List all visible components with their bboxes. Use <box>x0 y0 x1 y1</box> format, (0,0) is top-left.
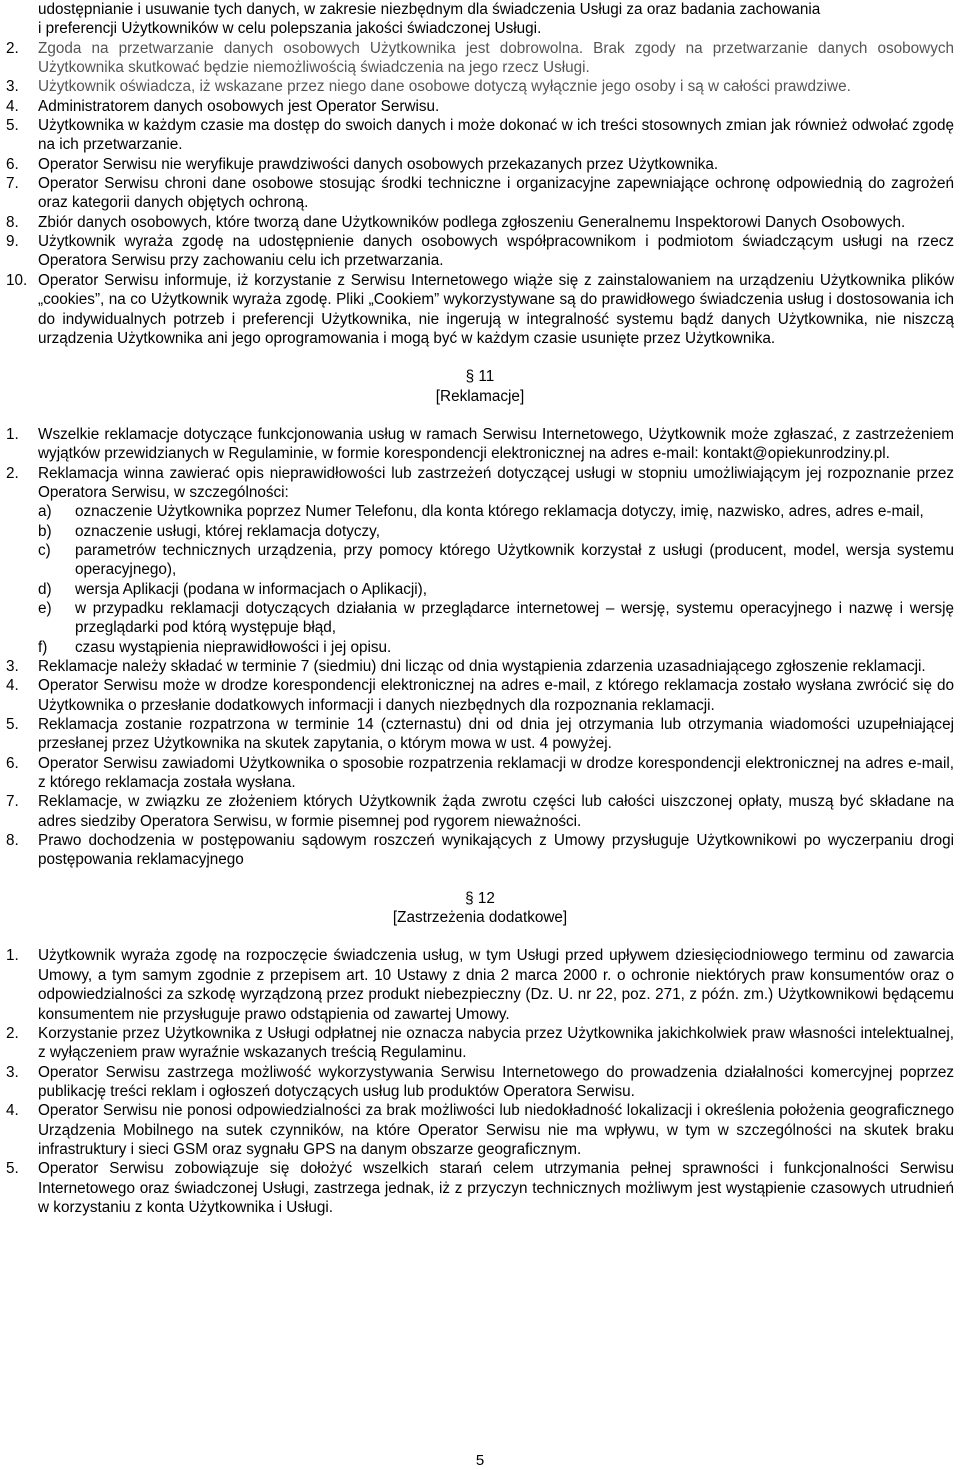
sub-list-item <box>38 502 954 521</box>
list-item <box>6 792 954 831</box>
section-12-heading <box>6 889 954 928</box>
sub-item-letter: c) <box>38 541 51 559</box>
list-item <box>6 271 954 348</box>
section-number: § 11 <box>465 368 495 386</box>
item-number: 3. <box>6 78 19 96</box>
item-number: 6. <box>6 155 19 173</box>
complaints-list <box>6 425 954 870</box>
item-text: Zbiór danych osobowych, które tworzą dane Użytkowników podlega zgłoszeniu Generalnemu Inspektorowi Danych Osobowych. <box>38 213 906 231</box>
list-item <box>6 174 954 213</box>
item-text: Korzystanie przez Użytkownika z Usługi odpłatnej nie oznacza nabycia przez Użytkownika jakichkolwiek praw własności intelektualnej, z wyłączeniem praw wyraźnie wskazanych treścią Regulaminu. <box>38 1024 954 1062</box>
list-item <box>6 232 954 271</box>
item-text: Operator Serwisu informuje, iż korzystanie z Serwisu Internetowego wiąże się z zainstalowaniem na urządzeniu Użytkownika plików „cookies”, na co Użytkownik wyraża zgodę. Pliki „Cookiem” wykorzystywane są do prawidłowego świadczenia usług i dostosowania ich do indywidualnych potrzeb i preferencji Użytkownika, nie ingerują w integralność systemu bądź danych Użytkownika, nie niszczą urządzenia Użytkownika ani jego oprogramowania i mogą być w każdym czasie usunięte przez Użytkownika. <box>38 271 954 347</box>
item-text: Operator Serwisu nie weryfikuje prawdziwości danych osobowych przekazanych przez Użytkownika. <box>38 155 719 173</box>
sub-item-text: wersja Aplikacji (podana w informacjach o Aplikacji), <box>75 580 427 598</box>
item-text: Reklamacja zostanie rozpatrzona w terminie 14 (czternastu) dni od dnia jej otrzymania lub otrzymania wiadomości uzupełniającej przesłanej przez Użytkownika na skutek zapytania, o którym mowa w ust. 4 powyżej. <box>38 716 954 753</box>
item-number: 8. <box>6 213 19 231</box>
item-number: 1. <box>6 947 19 965</box>
item-text: Reklamacje, w związku ze złożeniem których Użytkownik żąda zwrotu części lub całości uiszczonej opłaty, muszą być składane na adres siedziby Operatora Serwisu, w formie pisemnej pod rygorem nieważności. <box>38 793 954 830</box>
item-text: Operator Serwisu zawiadomi Użytkownika o sposobie rozpatrzenia reklamacji w drodze korespondencji elektronicznej na adres e-mail, z którego reklamacja została wysłana. <box>38 754 954 792</box>
item-text: Użytkownik oświadcza, iż wskazane przez niego dane osobowe dotyczą wyłącznie jego osoby i są w całości prawdziwe. <box>38 78 851 96</box>
sub-item-text: parametrów technicznych urządzenia, przy pomocy którego Użytkownik korzystał z usługi (producent, model, wersja systemu operacyjnego), <box>75 541 954 579</box>
item-content <box>38 464 954 657</box>
sub-list-item <box>38 599 954 638</box>
list-item <box>6 1159 954 1217</box>
list-item <box>6 97 954 116</box>
item-text: Operator Serwisu zobowiązuje się dołożyć wszelkich starań celem utrzymania pełnej sprawności i funkcjonalności Serwisu Internetowego oraz świadczonej Usługi, zastrzega jednak, iż z przyczyn technicznych możliwym jest wystąpienie czasowych utrudnień w korzystaniu z konta Użytkownika i Usługi. <box>38 1160 954 1216</box>
continuation-line: i preferencji Użytkowników w celu polepszania jakości świadczonej Usługi. <box>38 20 542 38</box>
item-number: 3. <box>6 658 19 675</box>
item-number: 3. <box>6 1063 19 1081</box>
item-number: 5. <box>6 1160 19 1178</box>
item-number: 5. <box>6 716 19 734</box>
list-item <box>6 715 954 754</box>
sub-item-text: w przypadku reklamacji dotyczących działania w przeglądarce internetowej – wersję, systemu operacyjnego i nazwę i wersję przeglądarki pod którą występuje błąd, <box>75 599 954 637</box>
page-number: 5 <box>475 1452 485 1469</box>
item-text: Operator Serwisu chroni dane osobowe stosując środki techniczne i organizacyjne zapewniające ochronę odpowiednią do zagrożeń oraz kategorii danych objętych ochroną. <box>38 175 954 212</box>
list-item <box>6 425 954 464</box>
continuation-line: udostępnianie i usuwanie tych danych, w zakresie niezbędnym dla świadczenia Usługi za oraz badania zachowania <box>38 1 821 18</box>
item-number: 10. <box>6 271 28 289</box>
list-item <box>6 1024 954 1063</box>
item-number: 9. <box>6 233 19 251</box>
item-number: 7. <box>6 175 19 193</box>
item-text: Użytkownik wyraża zgodę na rozpoczęcie świadczenia usług, w tym Usługi przed upływem dziesięciodniowego terminu od zawarcia Umowy, a tym samym zgodnie z przepisem art. 10 Ustawy z dnia 2 marca 2000 r. o ochronie niektórych praw konsumentów oraz o odpowiedzialności za szkodę wyrządzoną przez produkt niebezpieczny (Dz. U. nr 22, poz. 271, z późn. zm.) Użytkownikowi będącemu konsumentem nie przysługuje prawo odstąpienia od zawartej Umowy. <box>38 947 954 1023</box>
item-text: Administratorem danych osobowych jest Operator Serwisu. <box>38 97 440 115</box>
list-item <box>6 213 954 232</box>
sub-item-letter: d) <box>38 580 52 598</box>
item-text: Reklamacje należy składać w terminie 7 (siedmiu) dni licząc od dnia wystąpienia zdarzenia uzasadniającego zgłoszenie reklamacji. <box>38 658 926 675</box>
item-number: 4. <box>6 677 19 695</box>
list-item <box>6 1101 954 1159</box>
sub-item-letter: f) <box>38 638 48 656</box>
sub-list-item <box>38 638 954 657</box>
section-title: [Zastrzeżenia dodatkowe] <box>392 909 568 927</box>
item-text: Prawo dochodzenia w postępowaniu sądowym roszczeń wynikających z Umowy przysługuje Użytkownikowi po wyczerpaniu drogi postępowania reklamacyjnego <box>38 832 954 869</box>
sub-item-letter: e) <box>38 599 52 617</box>
item-number: 6. <box>6 754 19 772</box>
item-number: 4. <box>6 97 19 115</box>
sub-item-text: oznaczenie Użytkownika poprzez Numer Telefonu, dla konta którego reklamacja dotyczy, imię, nazwisko, adres, adres e-mail, <box>75 503 924 521</box>
item-number: 4. <box>6 1102 19 1120</box>
section-title: [Reklamacje] <box>435 387 525 405</box>
sub-item-letter: a) <box>38 503 52 521</box>
sub-list-item <box>38 580 954 599</box>
list-item <box>6 77 954 96</box>
item-number: 5. <box>6 117 19 135</box>
list-item <box>6 464 954 657</box>
item-number: 2. <box>6 1024 19 1042</box>
item-text: Użytkownika w każdym czasie ma dostęp do swoich danych i może dokonać w ich treści stosownych zmian jak również odwołać zgodę na ich przetwarzanie. <box>38 117 954 154</box>
item-number: 8. <box>6 832 19 850</box>
sub-list-item <box>38 522 954 541</box>
item-text: Reklamacja winna zawierać opis nieprawidłowości lub zastrzeżeń dotyczącej usługi w stopniu umożliwiającym jej rozpoznanie przez Operatora Serwisu, w szczególności: <box>38 464 954 501</box>
sub-item-text: oznaczenie usługi, której reklamacja dotyczy, <box>75 522 380 540</box>
list-item <box>6 946 954 1023</box>
list-item <box>6 831 954 870</box>
list-item <box>6 39 954 78</box>
item-text: Wszelkie reklamacje dotyczące funkcjonowania usług w ramach Serwisu Internetowego, Użytkownik może zgłaszać, z zastrzeżeniem wyjątków przewidzianych w Regulaminie, w formie korespondencji elektronicznej na adres e-mail: kontakt@opiekunrodziny.pl. <box>38 425 954 463</box>
section-11-heading <box>6 367 954 406</box>
item-number: 7. <box>6 793 19 811</box>
list-item <box>6 116 954 155</box>
item-number: 1. <box>6 425 19 443</box>
section-number: § 12 <box>465 889 495 907</box>
privacy-list <box>6 39 954 349</box>
item-text: Operator Serwisu zastrzega możliwość wykorzystywania Serwisu Internetowego do prowadzenia działalności komercyjnej poprzez publikację treści reklam i ogłoszeń dotyczących usług lub produktów Operatora Serwisu. <box>38 1063 954 1100</box>
item-text: Użytkownik wyraża zgodę na udostępnienie danych osobowych współpracownikom i podmiotom świadczącym usługi na rzecz Operatora Serwisu przy zachowaniu celu ich przetwarzania. <box>38 233 954 270</box>
additional-provisions-list <box>6 946 954 1217</box>
list-item <box>6 754 954 793</box>
list-item <box>6 657 954 676</box>
sub-list-item <box>38 541 954 580</box>
continuation-paragraph <box>38 0 954 39</box>
item-number: 2. <box>6 39 19 57</box>
list-item <box>6 1063 954 1102</box>
list-item <box>6 676 954 715</box>
list-item <box>6 155 954 174</box>
sub-item-text: czasu wystąpienia nieprawidłowości i jej opisu. <box>75 638 392 656</box>
item-text: Operator Serwisu może w drodze korespondencji elektronicznej na adres e-mail, z którego reklamacja zostało wysłana zwrócić się do Użytkownika o przesłanie dodatkowych informacji i danych niezbędnych dla rozpoznania reklamacji. <box>38 677 954 714</box>
item-text: Operator Serwisu nie ponosi odpowiedzialności za brak możliwości lub niedokładność lokalizacji i określenia położenia geograficznego Urządzenia Mobilnego na sutek czynników, na które Operator Serwisu nie ma wpływu, w tym w szczególności na skutek braku infrastruktury i sieci GSM oraz sygnału GPS na danym obszarze geograficznym. <box>38 1102 954 1158</box>
sub-item-letter: b) <box>38 522 52 540</box>
sub-list <box>38 502 954 657</box>
item-number: 2. <box>6 464 19 482</box>
item-text: Zgoda na przetwarzanie danych osobowych Użytkownika jest dobrowolna. Brak zgody na przetwarzanie danych osobowych Użytkownika skutkować będzie niemożliwością świadczenia na jego rzecz Usługi. <box>38 39 954 77</box>
